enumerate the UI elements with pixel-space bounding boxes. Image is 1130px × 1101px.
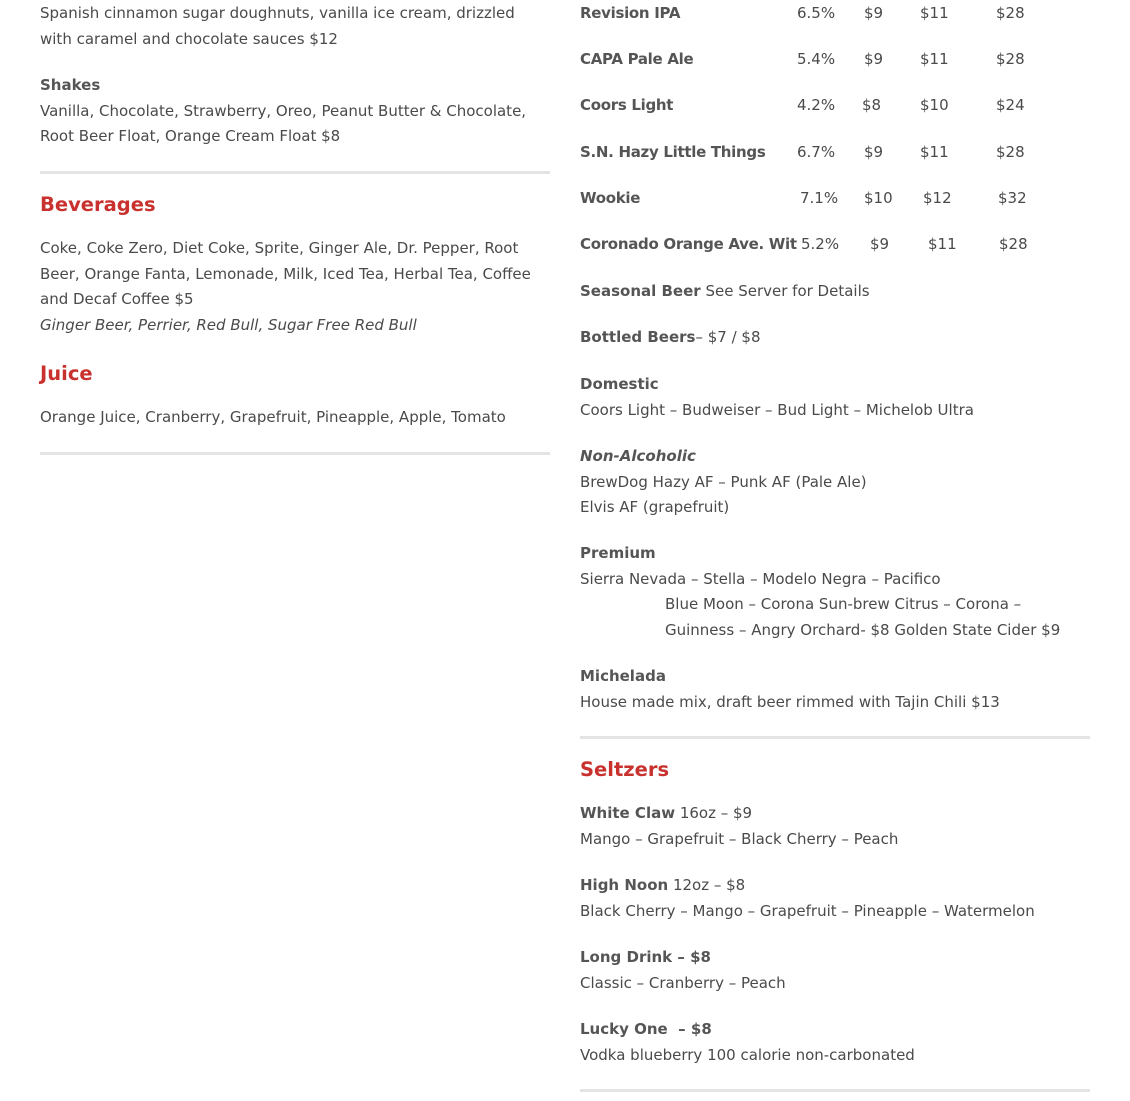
draft-price-small: $9	[864, 50, 884, 68]
beverages-item	[40, 236, 540, 338]
section-divider	[40, 171, 550, 174]
seasonal-text: See Server for Details	[700, 282, 870, 300]
seltzer-name: Lucky One	[580, 1020, 668, 1038]
domestic-group	[580, 372, 1090, 423]
nonalcoholic-line: Elvis AF (grapefruit)	[580, 498, 730, 517]
draft-price-small: $9	[864, 4, 884, 22]
draft-price-pitcher: $28	[996, 4, 1025, 22]
draft-name: Coors Light	[580, 96, 674, 114]
seltzer-flavors: Mango – Grapefruit – Black Cherry – Peach	[580, 829, 899, 848]
seltzer-flavors: Black Cherry – Mango – Grapefruit – Pineapple – Watermelon	[580, 901, 1035, 920]
draft-row	[580, 232, 1090, 258]
draft-price-large: $11	[920, 143, 949, 161]
draft-row	[580, 93, 1090, 119]
seltzer-item	[580, 1017, 1090, 1068]
seltzer-size: 12oz – $8	[668, 876, 746, 894]
draft-price-large: $12	[923, 189, 952, 207]
section-divider	[580, 736, 1090, 739]
nonalcoholic-line: BrewDog Hazy AF – Punk AF (Pale Ale)	[580, 472, 867, 491]
seltzer-size: – $8	[667, 1020, 712, 1038]
draft-price-pitcher: $32	[998, 189, 1027, 207]
seasonal-label: Seasonal Beer	[580, 282, 701, 300]
draft-row	[580, 140, 1090, 166]
section-divider	[580, 1089, 1090, 1092]
seltzer-item	[580, 801, 1090, 852]
draft-price-small: $10	[864, 189, 893, 207]
domestic-list: Coors Light – Budweiser – Bud Light – Michelob Ultra	[580, 400, 974, 419]
draft-price-small: $9	[870, 235, 890, 253]
draft-abv: 7.1%	[800, 189, 839, 207]
draft-price-large: $10	[920, 96, 949, 114]
draft-name: CAPA Pale Ale	[580, 50, 694, 68]
seasonal-beer	[580, 279, 1090, 305]
draft-abv: 5.2%	[801, 235, 840, 253]
seltzer-flavors: Classic – Cranberry – Peach	[580, 973, 786, 992]
shakes-title: Shakes	[40, 76, 101, 94]
bottled-label: Bottled Beers	[580, 328, 696, 346]
seltzers-heading: Seltzers	[580, 758, 670, 781]
draft-price-pitcher: $24	[996, 96, 1025, 114]
shakes-item	[40, 73, 550, 150]
draft-row	[580, 186, 1090, 212]
draft-name: Coronado Orange Ave. Wit	[580, 235, 797, 253]
bottled-beers	[580, 325, 1090, 351]
premium-label: Premium	[580, 544, 656, 562]
draft-price-small: $9	[864, 143, 884, 161]
seltzer-flavors: Vodka blueberry 100 calorie non-carbonated	[580, 1045, 915, 1064]
seltzer-size: 16oz – $9	[675, 804, 753, 822]
beverages-description: Coke, Coke Zero, Diet Coke, Sprite, Ginger Ale, Dr. Pepper, Root Beer, Orange Fanta, Lemonade, Milk, Iced Tea, Herbal Tea, Coffee and Decaf Coffee $5	[40, 239, 531, 309]
draft-name: S.N. Hazy Little Things	[580, 143, 766, 161]
premium-group	[580, 541, 1090, 643]
draft-row	[580, 1, 1090, 27]
beverages-extra: Ginger Beer, Perrier, Red Bull, Sugar Free Red Bull	[40, 315, 417, 334]
draft-price-pitcher: $28	[996, 50, 1025, 68]
draft-row	[580, 47, 1090, 73]
nonalcoholic-label: Non-Alcoholic	[580, 447, 696, 465]
domestic-label: Domestic	[580, 375, 659, 393]
beverages-heading: Beverages	[40, 193, 156, 216]
seltzer-name: White Claw	[580, 804, 676, 822]
section-divider	[40, 452, 550, 455]
draft-price-small: $8	[862, 96, 882, 114]
draft-name: Wookie	[580, 189, 641, 207]
seltzer-item	[580, 873, 1090, 924]
nonalcoholic-group	[580, 444, 1090, 521]
seltzer-name: Long Drink – $8	[580, 948, 711, 966]
seltzer-item	[580, 945, 1090, 996]
seltzer-name: High Noon	[580, 876, 669, 894]
juice-description: Orange Juice, Cranberry, Grapefruit, Pineapple, Apple, Tomato	[40, 408, 506, 426]
draft-price-pitcher: $28	[996, 143, 1025, 161]
draft-abv: 6.7%	[797, 143, 836, 161]
michelada-label: Michelada	[580, 667, 666, 685]
michelada-description: House made mix, draft beer rimmed with Tajin Chili $13	[580, 692, 1000, 711]
juice-heading: Juice	[40, 362, 93, 385]
draft-price-large: $11	[920, 50, 949, 68]
premium-line: Sierra Nevada – Stella – Modelo Negra – Pacifico	[580, 569, 941, 588]
draft-abv: 4.2%	[797, 96, 836, 114]
dessert-description: Spanish cinnamon sugar doughnuts, vanilla ice cream, drizzled with caramel and chocolate sauces $12	[40, 4, 515, 48]
draft-price-large: $11	[928, 235, 957, 253]
premium-line: Blue Moon – Corona Sun-brew Citrus – Corona – Guinness – Angry Orchard- $8 Golden State Cider $9	[665, 595, 1061, 639]
bottled-price: – $7 / $8	[695, 328, 761, 346]
draft-price-pitcher: $28	[999, 235, 1028, 253]
draft-abv: 5.4%	[797, 50, 836, 68]
michelada-group	[580, 664, 1090, 715]
draft-price-large: $11	[920, 4, 949, 22]
shakes-description: Vanilla, Chocolate, Strawberry, Oreo, Peanut Butter & Chocolate, Root Beer Float, Orange Cream Float $8	[40, 101, 527, 146]
draft-abv: 6.5%	[797, 4, 836, 22]
draft-name: Revision IPA	[580, 4, 681, 22]
